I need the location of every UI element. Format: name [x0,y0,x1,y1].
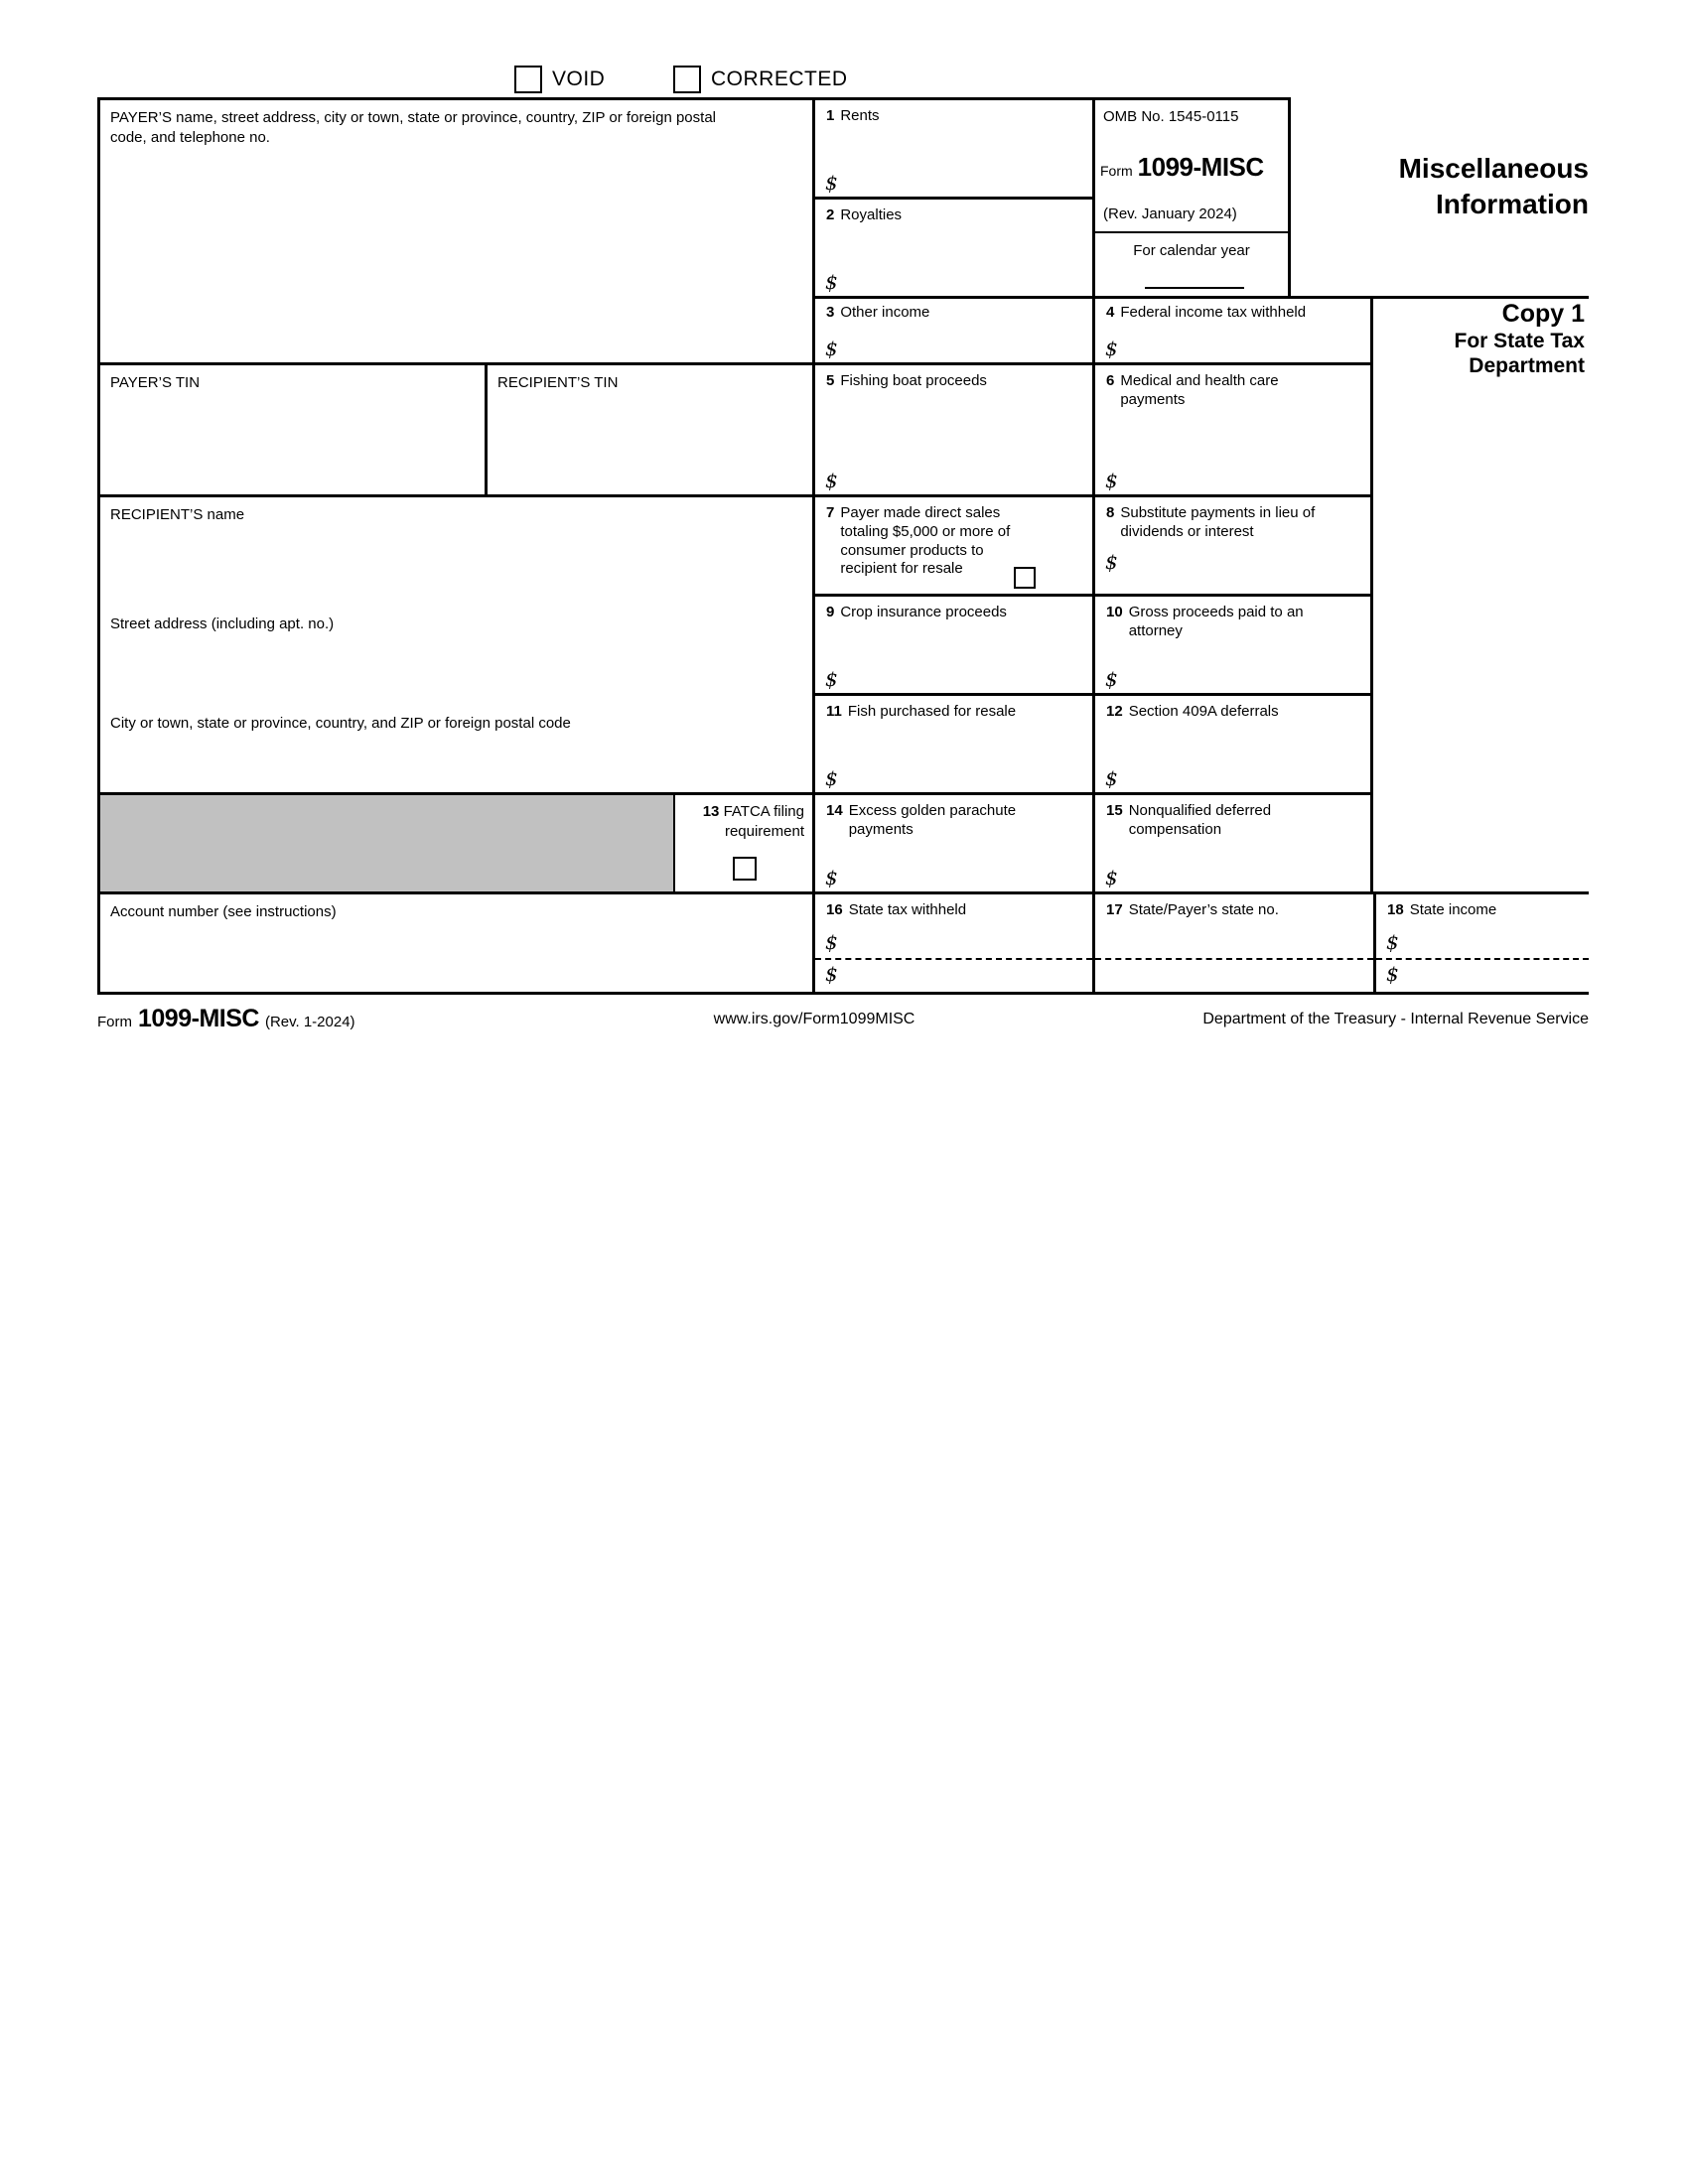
box8-number: 8 [1106,504,1115,521]
form-word: Form [1100,163,1133,179]
box2-number: 2 [826,206,835,223]
box15-dollar-sign: $ [1105,866,1118,889]
payer-info-label: PAYER’S name, street address, city or town, state or province, country, ZIP or foreign postal code, and telephone no. [110,109,716,146]
box6-dollar-sign: $ [1105,469,1118,492]
omb-header-cell [1092,97,1291,231]
copy-for-line2: Department [1469,354,1585,377]
box16-dollar-sign-top: $ [825,930,838,954]
box14-dollar-sign: $ [825,866,838,889]
box7-number: 7 [826,504,835,521]
box11-label: Fish purchased for resale [847,703,1017,720]
box11-dollar-sign: $ [825,766,838,790]
box13-fatca-cell [673,792,812,891]
box12-number: 12 [1106,703,1123,720]
copy-designation [1380,299,1585,378]
calendar-year-blank-line [1145,287,1244,289]
box6-number: 6 [1106,372,1115,389]
box13-label [675,795,812,841]
box14-golden-parachute-cell [812,792,1092,891]
box13-number: 13 [702,803,720,820]
box10-dollar-sign: $ [1105,667,1118,691]
payer-tin-label: PAYER’S TIN [110,374,201,391]
box1-number: 1 [826,107,835,124]
box11-fish-purchased-cell [812,693,1092,792]
footer-irs-url: www.irs.gov/Form1099MISC [713,1011,915,1027]
account-number-cell [97,891,812,995]
box8-label: Substitute payments in lieu of dividends or interest [1120,504,1316,540]
box2-royalties-cell [812,197,1092,296]
box12-label: Section 409A deferrals [1128,703,1279,720]
box17-state-number-cell [1092,891,1373,995]
box1-rents-cell [812,97,1092,197]
box10-label: Gross proceeds paid to an attorney [1128,604,1304,639]
box4-label: Federal income tax withheld [1120,304,1307,321]
box16-dashed-divider [815,958,1092,960]
box10-gross-proceeds-cell [1092,594,1373,693]
box17-number: 17 [1106,901,1123,918]
box4-federal-tax-cell [1092,296,1373,362]
city-label: City or town, state or province, country, and ZIP or foreign postal code [110,715,571,732]
footer-revision: (Rev. 1-2024) [264,1014,355,1030]
direct-sales-checkbox[interactable] [1014,567,1036,589]
box3-number: 3 [826,304,835,321]
box1-dollar-sign: $ [825,171,838,195]
void-checkbox[interactable] [514,66,542,93]
form-number: 1099-MISC [1137,152,1264,182]
payer-info-cell [97,97,812,362]
form-revision: (Rev. January 2024) [1103,205,1237,222]
box18-label: State income [1409,901,1497,918]
recipient-address-cell [97,494,812,792]
form-title-line2: Information [1436,189,1589,219]
box12-409a-deferrals-cell [1092,693,1373,792]
box5-fishing-boat-cell [812,362,1092,494]
box5-number: 5 [826,372,835,389]
form-title-line1: Miscellaneous [1398,153,1589,184]
corrected-label: CORRECTED [711,68,848,90]
calendar-year-cell [1092,231,1291,296]
recipient-name-label: RECIPIENT’S name [110,506,245,523]
box1-label: Rents [840,107,880,124]
box9-dollar-sign: $ [825,667,838,691]
box2-label: Royalties [840,206,903,223]
box7-label: Payer made direct sales totaling $5,000 or more of consumer products to recipient for resale [840,504,1011,578]
box17-label: State/Payer’s state no. [1128,901,1279,918]
box18-number: 18 [1387,901,1404,918]
box4-number: 4 [1106,304,1115,321]
box10-number: 10 [1106,604,1123,620]
street-address-label: Street address (including apt. no.) [110,615,335,632]
box9-crop-insurance-cell [812,594,1092,693]
box8-substitute-payments-cell [1092,494,1373,594]
void-label: VOID [552,68,606,90]
recipient-tin-cell [485,362,812,494]
box8-dollar-sign: $ [1105,550,1118,574]
copy-for-line1: For State Tax [1454,330,1585,352]
footer-form-identifier [97,1005,355,1033]
calendar-year-label: For calendar year [1133,242,1250,259]
footer-form-word: Form [97,1014,132,1030]
box18-dashed-divider [1376,958,1589,960]
box5-label: Fishing boat proceeds [840,372,987,389]
box16-state-tax-cell [812,891,1092,995]
form-title [1291,151,1589,222]
omb-number: OMB No. 1545-0115 [1103,108,1239,125]
box9-number: 9 [826,604,835,620]
box15-nonqualified-cell [1092,792,1373,891]
box16-dollar-sign-bottom: $ [825,962,838,986]
payer-tin-cell [97,362,485,494]
box18-state-income-cell [1373,891,1589,995]
box3-label: Other income [840,304,930,321]
box2-dollar-sign: $ [825,270,838,294]
box6-medical-cell [1092,362,1373,494]
corrected-checkbox[interactable] [673,66,701,93]
box5-dollar-sign: $ [825,469,838,492]
box3-other-income-cell [812,296,1092,362]
fatca-checkbox[interactable] [733,857,757,881]
recipient-tin-label: RECIPIENT’S TIN [497,374,619,391]
box18-dollar-sign-bottom: $ [1386,962,1399,986]
shaded-unused-cell [97,792,673,891]
box14-number: 14 [826,802,843,819]
box15-number: 15 [1106,802,1123,819]
footer-department: Department of the Treasury - Internal Revenue Service [1202,1011,1589,1027]
box11-number: 11 [826,703,842,720]
footer-form-number: 1099-MISC [138,1005,259,1032]
box12-dollar-sign: $ [1105,766,1118,790]
box15-label: Nonqualified deferred compensation [1128,802,1272,838]
box3-dollar-sign: $ [825,337,838,360]
copy-label: Copy 1 [1501,300,1585,328]
box16-number: 16 [826,901,843,918]
box14-label: Excess golden parachute payments [848,802,1017,838]
box4-dollar-sign: $ [1105,337,1118,360]
box13-label-text: FATCA filing requirement [723,803,804,840]
account-number-label: Account number (see instructions) [110,903,337,920]
box16-label: State tax withheld [848,901,967,918]
box9-label: Crop insurance proceeds [840,604,1007,620]
box6-label: Medical and health care payments [1120,372,1279,408]
box18-dollar-sign-top: $ [1386,930,1399,954]
box7-direct-sales-cell [812,494,1092,594]
box17-dashed-divider [1095,958,1373,960]
